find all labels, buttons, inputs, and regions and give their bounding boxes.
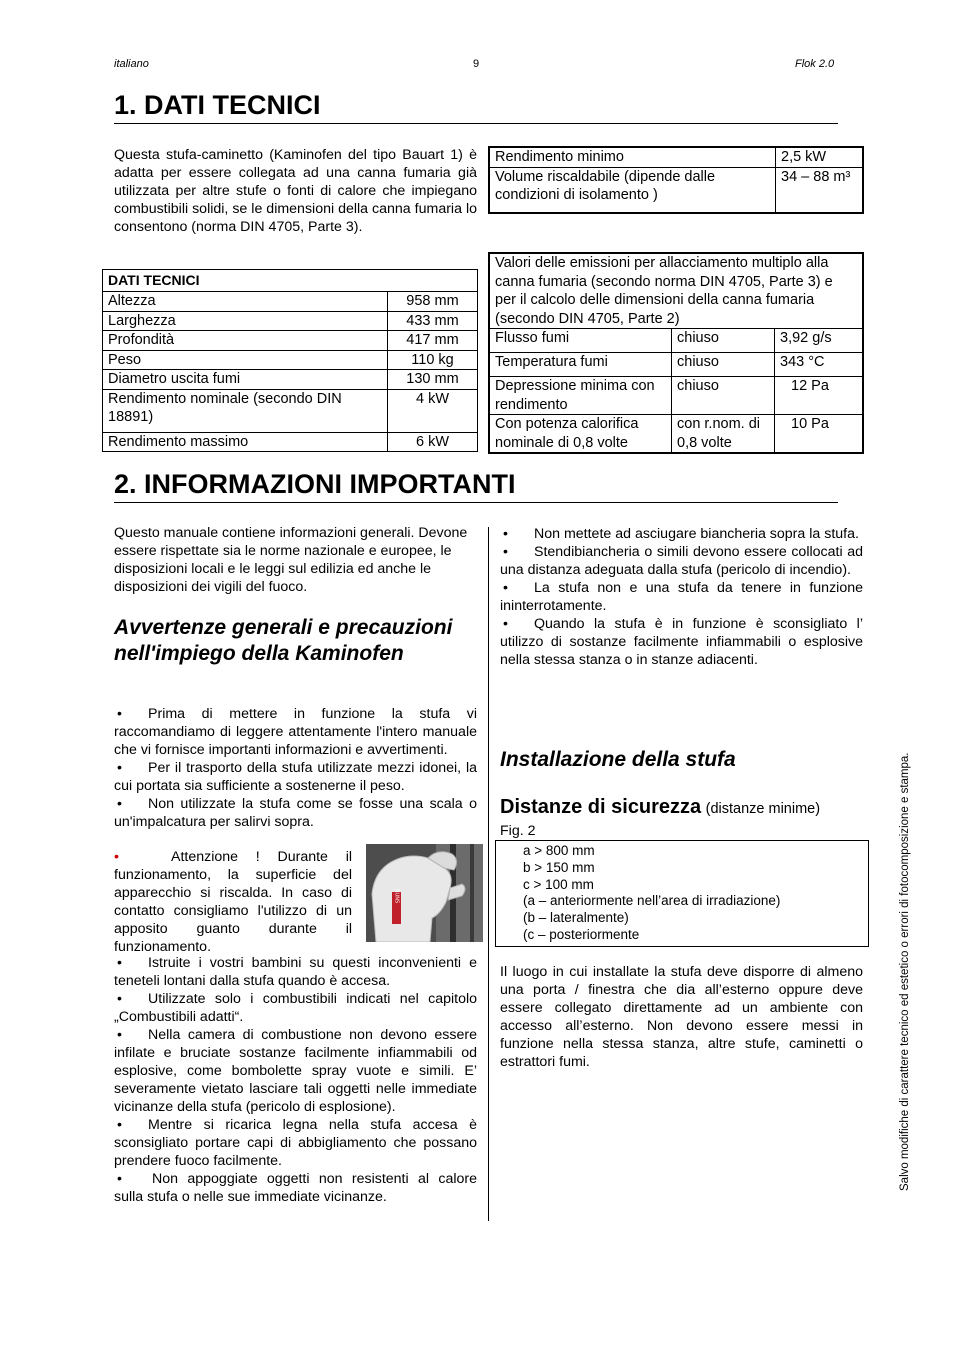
list-item-text: Utilizzate solo i combustibili indicati nel capitolo „Combustibili adatti“. [114,991,477,1025]
table-cell-value: 343 °C [775,353,864,377]
list-item [114,705,477,759]
list-item-text: Istruite i vostri bambini su questi inconvenienti e teneteli lontani dalla stufa quando è accesa. [114,955,477,989]
list-item-text: Mentre si ricarica legna nella stufa accesa è sconsigliato portare capi di abbigliamento che possano prendere fuoco facilmente. [114,1117,477,1169]
installation-title: Installazione della stufa [500,748,736,771]
side-disclaimer: Salvo modifiche di carattere tecnico ed estetico o errori di fotocomposizione e stampa. [899,752,911,1191]
list-item [114,954,477,990]
table-row [489,167,863,213]
table-row [489,147,863,167]
bullet-icon: • [503,544,508,560]
table-cell-condition: con r.nom. di 0,8 volte [672,415,775,454]
table-cell-value: 110 kg [388,350,478,370]
table-cell-value: 4 kW [388,389,478,432]
table-header-row [489,253,863,329]
table-cell-label: Rendimento nominale (secondo DIN 18891) [103,389,388,432]
figure-line: (b – lateralmente) [523,910,629,926]
table-cell-value: 3,92 g/s [775,329,864,353]
table-cell-condition: chiuso [672,353,775,377]
distances-title: Distanze di sicurezza [500,796,702,818]
list-item-text: Prima di mettere in funzione la stufa vi raccomandiamo di leggere attentamente l'intero manuale che vi fornisce importanti informazioni e avvertimenti. [114,706,477,758]
bullet-icon: • [503,580,508,596]
header-model: Flok 2.0 [795,58,835,70]
bullet-icon: • [117,1117,122,1133]
glove-photo [366,844,483,942]
table-row [489,353,863,377]
section-1-heading [114,90,838,124]
emissions-table-header: Valori delle emissioni per allacciamento multiplo alla canna fumaria (secondo norma DIN 4705, Parte 3) e per il calcolo delle dimensioni della canna fumaria (secondo DIN 4705, Parte 2) [489,253,863,329]
list-item-text: Per il trasporto della stufa utilizzate mezzi idonei, la cui portata sia sufficiente a sostenerne il peso. [114,760,477,794]
attention-note [114,848,352,956]
list-item-text: Non appoggiate oggetti non resistenti al calore sulla stufa o nelle sue immediate vicinanze. [114,1171,477,1205]
glove-tag-text: NUNS [393,888,400,904]
performance-table [488,146,864,214]
table-row [103,311,478,331]
list-item [500,543,863,579]
table-cell-label: Depressione minima con rendimento [489,377,672,415]
table-cell-value: 417 mm [388,331,478,351]
installation-room-text: Il luogo in cui installate la stufa deve disporre di almeno una porta / finestra che dia all’esterno oppure deve essere collegato direttamente ad un ambiente con accesso all’esterno. Non devono essere messi in funzione nella stessa stanza, altre stufe, caminetti o estrattori fumi. [500,964,863,1070]
table-cell-label: Profondità [103,331,388,351]
figure-label: Fig. 2 [500,823,536,839]
table-cell-value: 10 Pa [775,415,864,454]
list-item-text: Non utilizzate la stufa come se fosse una scala o un'impalcatura per salirvi sopra. [114,796,477,830]
table-row [489,415,863,454]
table-cell-label: Larghezza [103,311,388,331]
table-cell-condition: chiuso [672,329,775,353]
table-cell-label: Flusso fumi [489,329,672,353]
list-item-text: Nella camera di combustione non devono essere infilate e bruciate sostanze facilmente infiammabili od esplosive, come bombolette spray vuote e simili. E’ severamente vietato lasciare tali oggetti nelle immediate vicinanze della stufa (pericolo di esplosione). [114,1027,477,1115]
table-row [103,432,478,452]
table-cell-value: 6 kW [388,432,478,452]
section-2-number: 2. [114,469,137,499]
section-2-title: INFORMAZIONI IMPORTANTI [144,469,516,499]
attention-bullet-icon: • [114,849,119,865]
header-language: italiano [114,58,149,70]
list-item [500,615,863,669]
bullet-icon: • [117,1027,122,1043]
bullet-icon: • [117,706,122,722]
distances-note: (distanze minime) [705,801,821,817]
table-cell-label: Diametro uscita fumi [103,370,388,390]
column-divider [488,527,489,1221]
list-item [114,1170,477,1206]
distances-figure-box [495,840,869,947]
specs-table-header: DATI TECNICI [103,270,478,292]
section-1-title: DATI TECNICI [144,90,321,120]
table-cell-label: Rendimento minimo [489,147,776,167]
table-row [103,292,478,312]
table-header-row [103,270,478,292]
table-row [103,370,478,390]
list-item [114,795,477,831]
table-cell-label: Rendimento massimo [103,432,388,452]
table-row [489,377,863,415]
bullet-icon: • [117,991,122,1007]
table-cell-value: 2,5 kW [776,147,864,167]
bullet-icon: • [117,760,122,776]
list-item [114,759,477,795]
table-cell-condition: chiuso [672,377,775,415]
figure-line: b > 150 mm [523,859,595,875]
figure-line: a > 800 mm [523,843,595,858]
warnings-list-right [500,525,863,669]
specs-table [102,269,478,452]
list-item [500,525,863,543]
list-item [114,1116,477,1170]
list-item-text: La stufa non e una stufa da tenere in funzione ininterrotamente. [500,580,863,614]
glove-photo-image [366,844,483,942]
list-item [500,579,863,615]
table-cell-value: 130 mm [388,370,478,390]
warnings-list-b [114,954,477,1206]
list-item-text: Non mettete ad asciugare biancheria sopra la stufa. [534,526,859,542]
bullet-icon: • [503,616,508,632]
list-item [114,1026,477,1116]
warnings-list-a [114,705,477,831]
table-cell-value: 34 – 88 m³ [776,167,864,213]
table-row [103,350,478,370]
table-cell-value: 433 mm [388,311,478,331]
table-cell-label: Altezza [103,292,388,312]
table-cell-label: Volume riscaldabile (dipende dalle condizioni di isolamento ) [489,167,776,213]
attention-text: Attenzione ! Durante il funzionamento, la superficie del apparecchio si riscalda. In caso di contatto consigliamo l'utilizzo di un apposito guanto durante il funzionamento. [114,849,352,955]
section-1-intro: Questa stufa-caminetto (Kaminofen del tipo Bauart 1) è adatta per essere collegata ad una canna fumaria già utilizzata per altre stufe o fonti di calore che impiegano combustibili solidi, se le dimensioni della canna fumaria lo consentono (norma DIN 4705, Parte 3). [114,147,477,235]
page-number: 9 [473,58,480,70]
bullet-icon: • [117,1171,122,1187]
bullet-icon: • [117,955,122,971]
table-row [103,389,478,432]
table-cell-label: Peso [103,350,388,370]
figure-line: (c – posteriormente [523,926,640,942]
section-1-number: 1. [114,90,137,120]
table-cell-value: 958 mm [388,292,478,312]
section-2-intro: Questo manuale contiene informazioni generali. Devone essere rispettate sia le norme nazionale e europee, le disposizioni locali e le leggi sul edilizia ed anche le disposizioni dei vigili del fuoco. [114,525,468,595]
bullet-icon: • [117,796,122,812]
list-item-text: Stendibiancheria o simili devono essere collocati ad una distanza adeguata dalla stufa (pericolo di incendio). [500,544,863,578]
table-cell-label: Con potenza calorifica nominale di 0,8 volte [489,415,672,454]
section-2-heading [114,469,838,503]
bullet-icon: • [503,526,508,542]
figure-line: (a – anteriormente nell’area di irradiazione) [523,893,781,909]
warnings-subtitle: Avvertenze generali e precauzioni nell'impiego della Kaminofen [114,616,453,665]
list-item-text: Quando la stufa è in funzione è sconsigliato l’ utilizzo di sostanze facilmente infiammabili o esplosive nella stessa stanza o in stanze adiacenti. [500,616,863,668]
distances-heading [500,796,820,819]
table-row [103,331,478,351]
list-item [114,990,477,1026]
table-row [489,329,863,353]
table-cell-value: 12 Pa [775,377,864,415]
emissions-table [488,252,864,454]
figure-line: c > 100 mm [523,876,594,892]
table-cell-label: Temperatura fumi [489,353,672,377]
